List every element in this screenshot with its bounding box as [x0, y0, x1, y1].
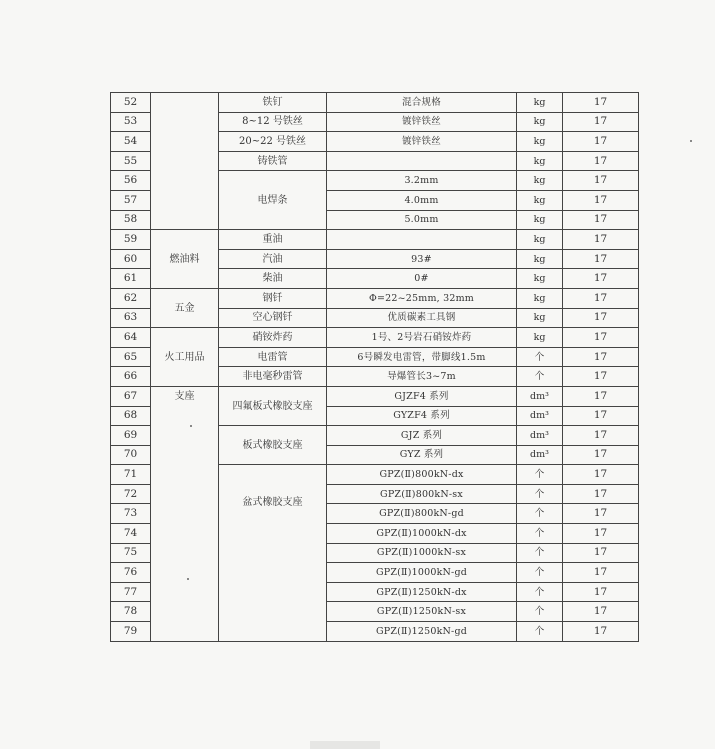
- item-unit: dm³: [517, 445, 563, 465]
- item-spec: 4.0mm: [327, 190, 517, 210]
- item-rate: 17: [563, 445, 639, 465]
- row-number: 60: [111, 249, 151, 269]
- item-rate: 17: [563, 132, 639, 152]
- item-rate: 17: [563, 308, 639, 328]
- item-unit: kg: [517, 328, 563, 348]
- item-unit: 个: [517, 367, 563, 387]
- row-number: 52: [111, 93, 151, 113]
- row-number: 74: [111, 524, 151, 544]
- item-rate: 17: [563, 406, 639, 426]
- item-spec: GPZ(Ⅱ)1250kN-sx: [327, 602, 517, 622]
- item-rate: 17: [563, 210, 639, 230]
- item-spec: 3.2mm: [327, 171, 517, 191]
- item-rate: 17: [563, 582, 639, 602]
- item-rate: 17: [563, 484, 639, 504]
- item-spec: GPZ(Ⅱ)1000kN-sx: [327, 543, 517, 563]
- item-unit: kg: [517, 93, 563, 113]
- item-unit: kg: [517, 190, 563, 210]
- item-spec: Φ=22~25mm, 32mm: [327, 288, 517, 308]
- category-cell: [151, 93, 219, 230]
- category-cell: 火工用品: [151, 328, 219, 387]
- row-number: 59: [111, 230, 151, 250]
- item-unit: kg: [517, 112, 563, 132]
- scan-edge-mark: [310, 741, 380, 749]
- item-name: 20~22 号铁丝: [219, 132, 327, 152]
- item-rate: 17: [563, 112, 639, 132]
- item-spec: GPZ(Ⅱ)1000kN-dx: [327, 524, 517, 544]
- row-number: 63: [111, 308, 151, 328]
- row-number: 53: [111, 112, 151, 132]
- item-unit: 个: [517, 543, 563, 563]
- item-spec: GPZ(Ⅱ)1250kN-dx: [327, 582, 517, 602]
- item-name: 柴油: [219, 269, 327, 289]
- item-rate: 17: [563, 563, 639, 583]
- category-cell: 支座: [151, 386, 219, 641]
- item-unit: 个: [517, 602, 563, 622]
- item-spec: GPZ(Ⅱ)1000kN-gd: [327, 563, 517, 583]
- item-unit: kg: [517, 151, 563, 171]
- item-spec: GJZF4 系列: [327, 386, 517, 406]
- row-number: 68: [111, 406, 151, 426]
- item-unit: 个: [517, 504, 563, 524]
- item-spec: 93#: [327, 249, 517, 269]
- item-name: 重油: [219, 230, 327, 250]
- table-row: [111, 230, 639, 250]
- item-name: 铁钉: [219, 93, 327, 113]
- item-name: 板式橡胶支座: [219, 426, 327, 465]
- item-name: 铸铁管: [219, 151, 327, 171]
- row-number: 69: [111, 426, 151, 446]
- item-spec: GYZF4 系列: [327, 406, 517, 426]
- item-spec: GJZ 系列: [327, 426, 517, 446]
- table-row: [111, 93, 639, 113]
- row-number: 70: [111, 445, 151, 465]
- scan-speck: [690, 140, 692, 142]
- category-cell: 燃油料: [151, 230, 219, 289]
- row-number: 55: [111, 151, 151, 171]
- item-rate: 17: [563, 504, 639, 524]
- item-unit: kg: [517, 308, 563, 328]
- item-spec: GYZ 系列: [327, 445, 517, 465]
- item-rate: 17: [563, 288, 639, 308]
- item-unit: 个: [517, 563, 563, 583]
- item-name: 盆式橡胶支座: [219, 465, 327, 641]
- item-name: 8~12 号铁丝: [219, 112, 327, 132]
- item-rate: 17: [563, 171, 639, 191]
- row-number: 56: [111, 171, 151, 191]
- item-rate: 17: [563, 249, 639, 269]
- row-number: 54: [111, 132, 151, 152]
- item-rate: 17: [563, 328, 639, 348]
- item-unit: 个: [517, 465, 563, 485]
- item-unit: dm³: [517, 386, 563, 406]
- item-rate: 17: [563, 269, 639, 289]
- item-unit: dm³: [517, 406, 563, 426]
- item-spec: GPZ(Ⅱ)800kN-dx: [327, 465, 517, 485]
- item-unit: kg: [517, 132, 563, 152]
- scan-speck: [190, 425, 192, 427]
- item-unit: 个: [517, 582, 563, 602]
- item-rate: 17: [563, 524, 639, 544]
- item-spec: 导爆管长3~7m: [327, 367, 517, 387]
- row-number: 67: [111, 386, 151, 406]
- item-spec: GPZ(Ⅱ)800kN-sx: [327, 484, 517, 504]
- row-number: 77: [111, 582, 151, 602]
- item-unit: 个: [517, 484, 563, 504]
- item-spec: 1号、2号岩石硝铵炸药: [327, 328, 517, 348]
- item-unit: kg: [517, 210, 563, 230]
- item-name: 非电毫秒雷管: [219, 367, 327, 387]
- item-rate: 17: [563, 426, 639, 446]
- row-number: 58: [111, 210, 151, 230]
- item-rate: 17: [563, 93, 639, 113]
- scan-speck: [187, 578, 189, 580]
- category-cell: 五金: [151, 288, 219, 327]
- table-row: [111, 328, 639, 348]
- item-rate: 17: [563, 465, 639, 485]
- row-number: 79: [111, 622, 151, 642]
- item-rate: 17: [563, 190, 639, 210]
- row-number: 65: [111, 347, 151, 367]
- item-unit: kg: [517, 288, 563, 308]
- item-name: 电焊条: [219, 171, 327, 230]
- item-name: 汽油: [219, 249, 327, 269]
- item-spec: 混合规格: [327, 93, 517, 113]
- row-number: 61: [111, 269, 151, 289]
- item-spec: 0#: [327, 269, 517, 289]
- item-rate: 17: [563, 151, 639, 171]
- row-number: 57: [111, 190, 151, 210]
- item-unit: kg: [517, 230, 563, 250]
- item-rate: 17: [563, 622, 639, 642]
- row-number: 72: [111, 484, 151, 504]
- item-rate: 17: [563, 347, 639, 367]
- row-number: 64: [111, 328, 151, 348]
- item-spec: 镀锌铁丝: [327, 112, 517, 132]
- item-unit: kg: [517, 171, 563, 191]
- item-name: 钢钎: [219, 288, 327, 308]
- item-unit: 个: [517, 524, 563, 544]
- item-unit: 个: [517, 622, 563, 642]
- row-number: 73: [111, 504, 151, 524]
- item-rate: 17: [563, 386, 639, 406]
- row-number: 78: [111, 602, 151, 622]
- item-spec: [327, 230, 517, 250]
- item-rate: 17: [563, 602, 639, 622]
- row-number: 71: [111, 465, 151, 485]
- item-unit: 个: [517, 347, 563, 367]
- item-name: 硝铵炸药: [219, 328, 327, 348]
- tax-rate-table: [110, 92, 639, 642]
- item-rate: 17: [563, 543, 639, 563]
- item-spec: GPZ(Ⅱ)1250kN-gd: [327, 622, 517, 642]
- item-spec: GPZ(Ⅱ)800kN-gd: [327, 504, 517, 524]
- item-rate: 17: [563, 367, 639, 387]
- item-spec: 6号瞬发电雷管，带脚线1.5m: [327, 347, 517, 367]
- item-spec: 优质碳素工具钢: [327, 308, 517, 328]
- item-name: 四氟板式橡胶支座: [219, 386, 327, 425]
- table-row: [111, 288, 639, 308]
- item-rate: 17: [563, 230, 639, 250]
- row-number: 66: [111, 367, 151, 387]
- item-spec: [327, 151, 517, 171]
- item-name: 空心钢钎: [219, 308, 327, 328]
- item-spec: 5.0mm: [327, 210, 517, 230]
- item-name: 电雷管: [219, 347, 327, 367]
- row-number: 75: [111, 543, 151, 563]
- item-spec: 镀锌铁丝: [327, 132, 517, 152]
- row-number: 76: [111, 563, 151, 583]
- item-unit: kg: [517, 249, 563, 269]
- row-number: 62: [111, 288, 151, 308]
- table-row: [111, 386, 639, 406]
- item-unit: kg: [517, 269, 563, 289]
- item-unit: dm³: [517, 426, 563, 446]
